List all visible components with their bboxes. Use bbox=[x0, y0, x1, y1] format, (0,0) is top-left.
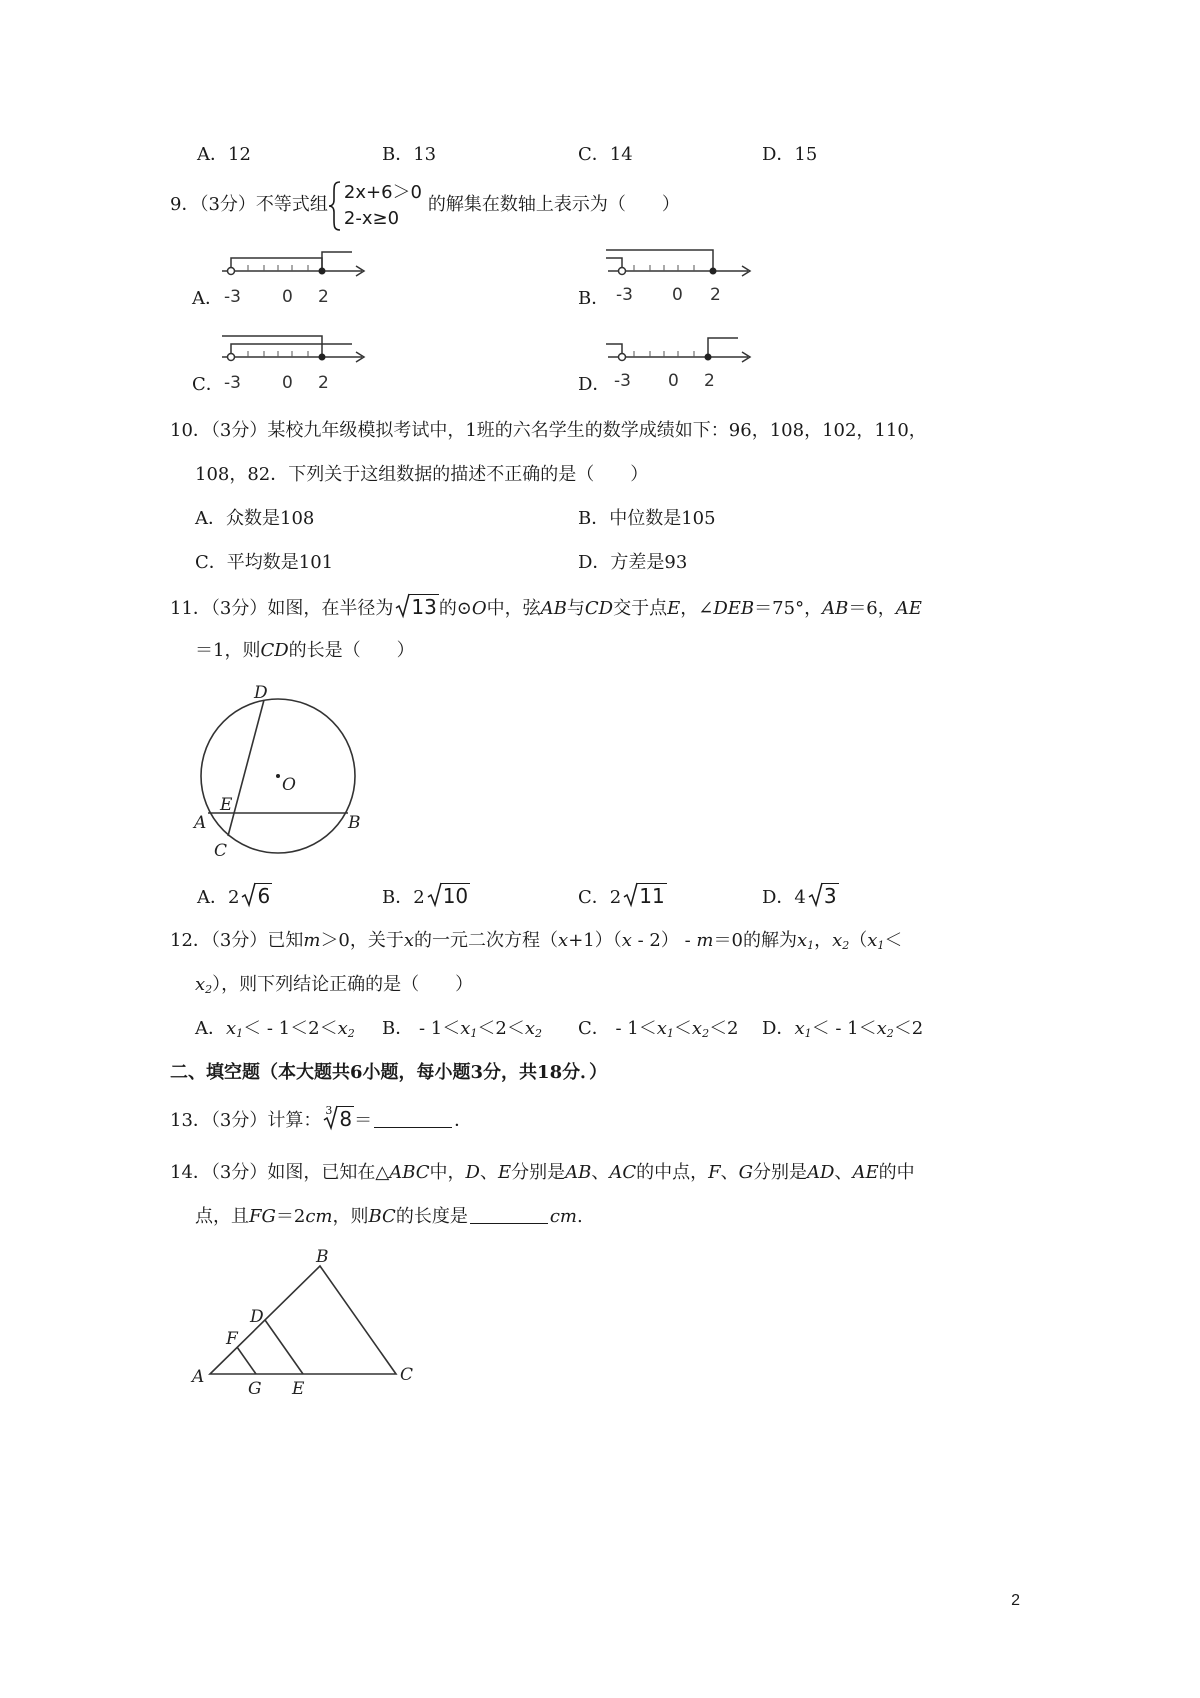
radical-icon bbox=[427, 881, 443, 909]
q14-text: 的中点， bbox=[636, 1162, 709, 1183]
q11-text: ＝75°， bbox=[754, 598, 823, 619]
label-b: B bbox=[316, 1247, 329, 1267]
q11-text: 的⊙ bbox=[438, 598, 472, 619]
q14-text: 中， bbox=[429, 1162, 466, 1183]
label-c: C bbox=[214, 841, 228, 861]
q12-var: m bbox=[303, 930, 321, 951]
q11-text: 的长是（ ） bbox=[288, 640, 415, 661]
q12-line-2 bbox=[195, 972, 473, 1003]
q11-var: AB bbox=[822, 598, 849, 619]
option-label: D．4 bbox=[762, 887, 806, 908]
q12-line-1: 12．（3分）已知m＞0，关于x的一元二次方程（x+1）（x - 2） - m＝0的解为$x_1$，$x_2(x_1<$ bbox=[170, 930, 903, 952]
q12-text: ＜2 bbox=[709, 1018, 739, 1039]
q9-number: 9．（3分）不等式组 bbox=[170, 194, 328, 215]
q10-option-a: A．众数是108 bbox=[195, 508, 315, 529]
q12-text: - 2） - bbox=[631, 930, 697, 951]
q11-option-b bbox=[382, 883, 470, 911]
tick-label: 0 bbox=[282, 287, 293, 307]
q9-option-b: B． bbox=[578, 288, 610, 309]
q14-text: 分别是 bbox=[511, 1162, 566, 1183]
q11-text: ，∠ bbox=[680, 598, 714, 619]
q12-text: +1）（ bbox=[568, 930, 622, 951]
q14-line-2 bbox=[195, 1204, 583, 1230]
tick-label: 2 bbox=[318, 373, 329, 393]
q12-text: B． - 1＜ bbox=[382, 1018, 461, 1039]
q9-option-c: C． bbox=[192, 374, 224, 395]
q10-line-1: 10．（3分）某校九年级模拟考试中，1班的六名学生的数学成绩如下：96，108，102，110， bbox=[170, 420, 927, 441]
sqrt-3 bbox=[808, 883, 839, 911]
sqrt-13 bbox=[395, 594, 438, 622]
q12-text: ＜ - 1＜2＜ bbox=[243, 1018, 338, 1039]
q12-text: ＜2＜ bbox=[477, 1018, 525, 1039]
q14-var: AE bbox=[852, 1162, 879, 1183]
q14-text: 的中 bbox=[878, 1162, 915, 1183]
q14-var: cm bbox=[549, 1206, 577, 1227]
radicand: 11 bbox=[639, 884, 665, 908]
option-label: B．2 bbox=[382, 887, 425, 908]
q9-inequality-system bbox=[328, 180, 428, 230]
q12-var: m bbox=[696, 930, 714, 951]
q10-option-c: C．平均数是101 bbox=[195, 552, 334, 573]
q12-option-b: B． - $1<x_1<2<x_2$ bbox=[382, 1018, 542, 1040]
segment-fg bbox=[237, 1347, 256, 1374]
q14-text: 分别是 bbox=[753, 1162, 808, 1183]
q11-option-c bbox=[578, 883, 667, 911]
radicand: 10 bbox=[442, 884, 469, 908]
label-g: G bbox=[248, 1379, 262, 1399]
x1: $x_1$ bbox=[796, 930, 815, 952]
q10-option-d: D．方差是93 bbox=[578, 552, 688, 573]
x1: $x_1$ bbox=[867, 930, 885, 952]
q12-text: ＜ bbox=[673, 1018, 692, 1039]
q11-var: CD bbox=[260, 640, 289, 661]
q11-option-a bbox=[197, 883, 272, 911]
q9-numberline-a bbox=[216, 246, 376, 308]
tick-label: 0 bbox=[282, 373, 293, 393]
q14-triangle-figure bbox=[186, 1244, 426, 1402]
q9-option-a: A． bbox=[192, 288, 223, 309]
q13-text: 13．（3分）计算： bbox=[170, 1110, 322, 1131]
q14-text: . bbox=[576, 1206, 583, 1227]
sqrt-11 bbox=[623, 883, 666, 911]
q9-tail: 的解集在数轴上表示为（ ） bbox=[427, 194, 680, 215]
q14-text: ＝2 bbox=[275, 1206, 306, 1227]
q14-var: G bbox=[738, 1162, 754, 1183]
q12-option-a: A．$x_1< - 1<2<x_2$ bbox=[195, 1018, 355, 1040]
q12-text: 12．（3分）已知 bbox=[170, 930, 304, 951]
q14-text: 、 bbox=[479, 1162, 498, 1183]
question-9 bbox=[170, 180, 680, 236]
radicand: 8 bbox=[339, 1107, 353, 1131]
radical-icon bbox=[241, 881, 257, 909]
q14-text: 点，且 bbox=[195, 1206, 249, 1227]
root-index: 3 bbox=[325, 1104, 333, 1117]
q8-option-b: B．13 bbox=[382, 144, 437, 165]
q11-text: 交于点 bbox=[613, 598, 668, 619]
q10-line-2: 108，82．下列关于这组数据的描述不正确的是（ ） bbox=[195, 464, 649, 485]
q11-text: 中，弦 bbox=[486, 598, 541, 619]
answer-blank[interactable] bbox=[374, 1109, 452, 1128]
q11-text: ＝6， bbox=[848, 598, 896, 619]
radical-icon bbox=[808, 881, 824, 909]
tick-label: 2 bbox=[710, 285, 721, 305]
q14-var: D bbox=[465, 1162, 480, 1183]
label-a: A bbox=[194, 813, 207, 833]
tick-label: -3 bbox=[616, 285, 633, 305]
q11-text: 11．（3分）如图，在半径为 bbox=[170, 598, 394, 619]
label-a: A bbox=[192, 1367, 205, 1387]
q14-var: ABC bbox=[389, 1162, 430, 1183]
q12-text: ＜2 bbox=[893, 1018, 924, 1039]
tick-label: 2 bbox=[318, 287, 329, 307]
page-number: 2 bbox=[1011, 1592, 1020, 1609]
q11-text: ＝1，则 bbox=[195, 640, 261, 661]
q9-numberline-c bbox=[216, 332, 376, 394]
q14-text: 、 bbox=[834, 1162, 853, 1183]
q11-circle-figure bbox=[188, 678, 378, 866]
q14-var: FG bbox=[249, 1206, 276, 1227]
radical-icon bbox=[623, 881, 639, 909]
label-e: E bbox=[292, 1379, 305, 1399]
q11-line-1 bbox=[170, 594, 922, 622]
q14-var: F bbox=[708, 1162, 721, 1183]
q14-var: E bbox=[497, 1162, 512, 1183]
q8-option-a: A．12 bbox=[197, 144, 251, 165]
x2: $x_2$ bbox=[832, 930, 850, 952]
sqrt-10 bbox=[427, 883, 470, 911]
tick-label: -3 bbox=[224, 373, 241, 393]
radicand: 6 bbox=[257, 884, 271, 908]
q14-text: 14．（3分）如图，已知在△ bbox=[170, 1162, 390, 1183]
q11-var: CD bbox=[584, 598, 614, 619]
tick-label: 0 bbox=[672, 285, 683, 305]
q11-var: AE bbox=[895, 598, 922, 619]
tick-label: -3 bbox=[224, 287, 241, 307]
q9-numberline-d bbox=[602, 332, 762, 394]
radicand: 13 bbox=[411, 595, 437, 619]
tick-label: 0 bbox=[668, 371, 679, 391]
q9-inequality-1: 2x+6＞0 bbox=[343, 182, 422, 203]
q12-text: ＜ - 1＜ bbox=[811, 1018, 877, 1039]
segment-de bbox=[265, 1320, 303, 1374]
label-d: D bbox=[250, 1307, 264, 1327]
q12-text: C． - 1＜ bbox=[578, 1018, 657, 1039]
brace-icon bbox=[328, 180, 342, 232]
label-d: D bbox=[254, 683, 268, 703]
label-o: O bbox=[282, 775, 296, 795]
q9-option-d: D． bbox=[578, 374, 611, 395]
q11-option-d bbox=[762, 883, 839, 911]
q14-text: 的长度是 bbox=[395, 1206, 468, 1227]
q14-var: AD bbox=[807, 1162, 835, 1183]
q8-option-c: C．14 bbox=[578, 144, 633, 165]
label-f: F bbox=[226, 1329, 238, 1349]
q14-text: ，则 bbox=[332, 1206, 369, 1227]
q14-line-1 bbox=[170, 1160, 915, 1186]
q12-text: ），则下列结论正确的是（ ） bbox=[212, 974, 474, 995]
q13-text: ． bbox=[454, 1110, 473, 1131]
q14-var: BC bbox=[368, 1206, 396, 1227]
q11-var: AB bbox=[540, 598, 567, 619]
q12-text: ＞0，关于 bbox=[320, 930, 404, 951]
q9-numberline-b bbox=[602, 246, 762, 308]
radical-icon bbox=[323, 1104, 339, 1132]
answer-blank[interactable] bbox=[470, 1205, 548, 1224]
q11-text: 与 bbox=[566, 598, 585, 619]
q13-line bbox=[170, 1106, 472, 1134]
q9-inequality-2: 2-x≥0 bbox=[343, 208, 400, 229]
tick-label: -3 bbox=[614, 371, 631, 391]
q14-var: AB bbox=[565, 1162, 592, 1183]
q11-var: O bbox=[471, 598, 487, 619]
label-b: B bbox=[348, 813, 361, 833]
q12-text: ＝0的解为 bbox=[713, 930, 797, 951]
sqrt-6 bbox=[241, 883, 272, 911]
q11-line-2 bbox=[195, 638, 415, 664]
x2: $x_2$ bbox=[195, 974, 213, 996]
cube-root-8 bbox=[323, 1106, 354, 1134]
option-label: A．2 bbox=[197, 887, 240, 908]
q12-option-c: C． - $1<x_1<x_2<2$ bbox=[578, 1018, 739, 1040]
q12-option-d: D．$x_1< - 1<x_2<2$ bbox=[762, 1018, 924, 1040]
q13-text: ＝ bbox=[354, 1110, 373, 1131]
section-2-title: 二、填空题（本大题共6小题，每小题3分，共18分．） bbox=[170, 1062, 608, 1083]
q11-var: DEB bbox=[713, 598, 755, 619]
q12-text: 的一元二次方程（ bbox=[414, 930, 559, 951]
center-dot bbox=[276, 774, 280, 778]
chord-cd bbox=[228, 700, 264, 836]
label-e: E bbox=[220, 795, 233, 815]
radical-icon bbox=[395, 592, 411, 620]
q11-var: E bbox=[667, 598, 681, 619]
q12-var: x bbox=[621, 930, 632, 951]
q14-text: 、 bbox=[591, 1162, 610, 1183]
q14-text: 、 bbox=[720, 1162, 739, 1183]
q12-var: x bbox=[558, 930, 569, 951]
q8-option-d: D．15 bbox=[762, 144, 818, 165]
q14-var: cm bbox=[305, 1206, 333, 1227]
radicand: 3 bbox=[823, 884, 837, 908]
q14-var: AC bbox=[609, 1162, 637, 1183]
option-label: C．2 bbox=[578, 887, 622, 908]
q12-var: x bbox=[403, 930, 415, 951]
q10-option-b: B．中位数是105 bbox=[578, 508, 716, 529]
triangle-abc bbox=[210, 1266, 396, 1374]
label-c: C bbox=[400, 1365, 414, 1385]
tick-label: 2 bbox=[704, 371, 715, 391]
